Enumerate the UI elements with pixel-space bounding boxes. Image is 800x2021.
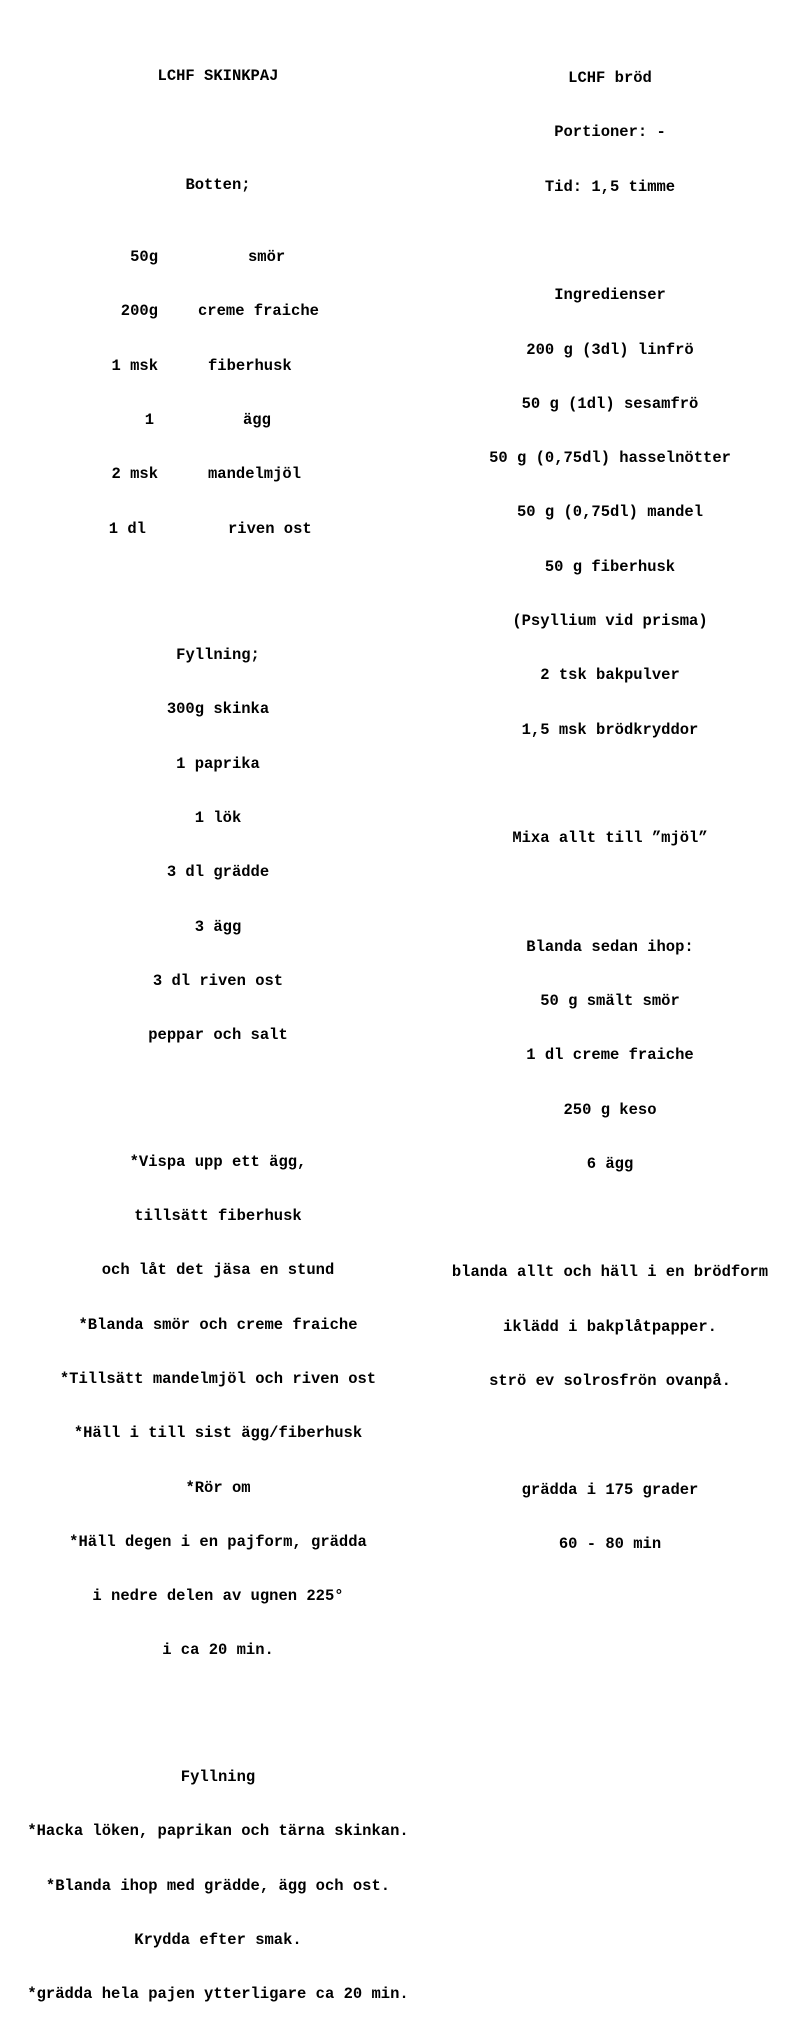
fyllning-ingredient: 3 dl grädde	[166, 863, 270, 882]
ingredient-item: 50 g (0,75dl) hasselnötter	[489, 449, 731, 468]
ingredient-item: 200 g (3dl) linfrö	[526, 340, 694, 359]
ingredient-qty: 1 dl	[108, 519, 146, 538]
instruction-line: iklädd i bakplåtpapper.	[503, 1317, 717, 1336]
ingredient-name: ägg	[243, 410, 271, 429]
ingredient-item: 2 tsk bakpulver	[540, 666, 680, 685]
instruction-line: strö ev solrosfrön ovanpå.	[489, 1371, 731, 1390]
ingredient-name: mandelmjöl	[208, 465, 302, 484]
fyllning-step: Krydda efter smak.	[134, 1930, 302, 1949]
ingredient-item: 50 g fiberhusk	[544, 557, 676, 576]
fyllning-ingredient: 1 paprika	[176, 754, 260, 773]
botten-step: i ca 20 min.	[162, 1641, 274, 1660]
ingredient-name: smör	[248, 248, 286, 267]
ingredient-qty: 50g	[130, 248, 158, 267]
botten-step: *Tillsätt mandelmjöl och riven ost	[59, 1369, 377, 1388]
botten-step: *Rör om	[185, 1478, 251, 1497]
ingredient-qty: 200g	[120, 302, 158, 321]
blend-item: 50 g smält smör	[540, 991, 680, 1010]
ingredient-qty: 1	[144, 410, 154, 429]
botten-step: i nedre delen av ugnen 225°	[92, 1587, 344, 1606]
botten-ingredient	[0, 411, 436, 429]
bake-line: 60 - 80 min	[558, 1534, 662, 1553]
fyllning-step: *Hacka löken, paprikan och tärna skinkan.	[27, 1822, 409, 1841]
ingredient-qty: 2 msk	[111, 465, 158, 484]
ingredient-item: (Psyllium vid prisma)	[512, 612, 708, 630]
botten-step: och låt det jäsa en stund	[101, 1261, 335, 1280]
ingredient-item: 1,5 msk brödkryddor	[521, 720, 699, 739]
botten-heading: Botten;	[185, 175, 251, 194]
botten-step: *Vispa upp ett ägg,	[129, 1152, 307, 1171]
botten-ingredient	[0, 248, 436, 266]
recipe-title: LCHF SKINKPAJ	[157, 67, 279, 86]
botten-step: *Blanda smör och creme fraiche	[78, 1315, 358, 1334]
mix-line: Mixa allt till ”mjöl”	[512, 829, 708, 848]
blend-item: 1 dl creme fraiche	[526, 1046, 694, 1065]
ingredient-name: riven ost	[228, 519, 312, 538]
fyllning-step: *Blanda ihop med grädde, ägg och ost.	[45, 1876, 391, 1895]
fyllning-ingredient: 300g skinka	[166, 700, 270, 719]
blend-heading: Blanda sedan ihop:	[526, 937, 694, 956]
botten-step: tillsätt fiberhusk	[134, 1207, 302, 1226]
blend-item: 250 g keso	[563, 1100, 657, 1119]
ingredient-item: 50 g (1dl) sesamfrö	[521, 394, 699, 413]
fyllning-ingredient: peppar och salt	[148, 1026, 288, 1045]
time-text: Tid: 1,5 timme	[544, 177, 676, 196]
botten-step: *Häll degen i en pajform, grädda	[69, 1532, 367, 1551]
ingredient-name: fiberhusk	[208, 356, 292, 375]
brod-recipe	[436, 33, 784, 1571]
botten-ingredient	[0, 357, 436, 375]
ingredient-qty: 1 msk	[111, 356, 158, 375]
blend-item: 6 ägg	[586, 1154, 634, 1173]
portions-text: Portioner: -	[554, 123, 666, 142]
fyllning-step: *grädda hela pajen ytterligare ca 20 min.	[27, 1985, 409, 2004]
fyllning-steps-heading: Fyllning	[180, 1768, 256, 1786]
skinkpaj-recipe	[0, 31, 436, 2021]
recipe-title: LCHF bröd	[568, 69, 652, 88]
botten-step: *Häll i till sist ägg/fiberhusk	[73, 1424, 363, 1443]
botten-ingredient	[0, 302, 436, 320]
ingredient-name: creme fraiche	[198, 302, 319, 321]
fyllning-heading: Fyllning;	[176, 646, 260, 665]
fyllning-ingredient: 3 dl riven ost	[152, 971, 284, 990]
botten-ingredient	[0, 465, 436, 483]
fyllning-ingredient: 3 ägg	[194, 917, 242, 936]
bake-line: grädda i 175 grader	[521, 1480, 699, 1499]
fyllning-ingredient: 1 lök	[194, 809, 242, 828]
ingredients-heading: Ingredienser	[554, 286, 666, 305]
instruction-line: blanda allt och häll i en brödform	[451, 1263, 769, 1282]
ingredient-item: 50 g (0,75dl) mandel	[516, 503, 704, 522]
botten-ingredient	[0, 520, 436, 538]
